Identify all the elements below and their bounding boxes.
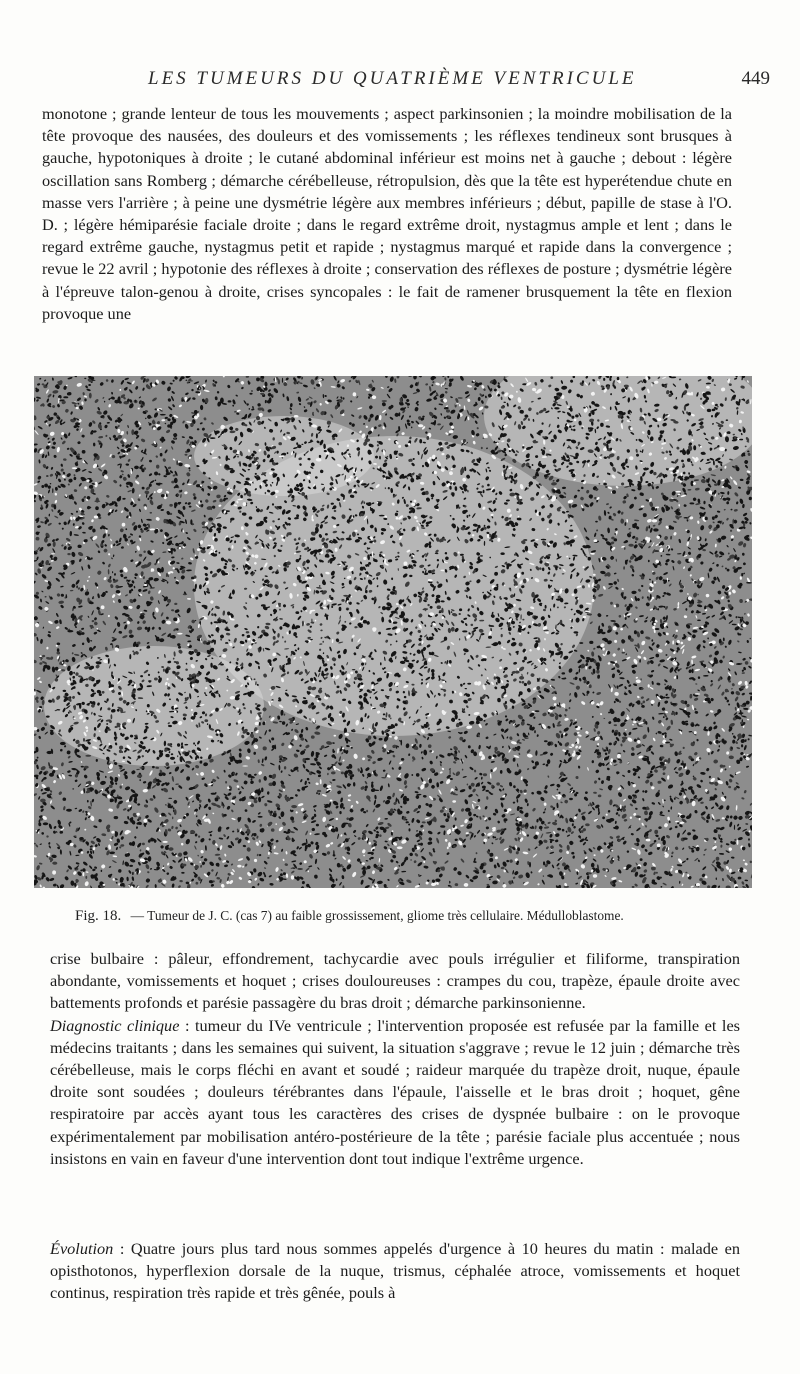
micrograph-figure bbox=[34, 376, 752, 888]
evolution-text: : Quatre jours plus tard nous sommes appelés d'urgence à 10 heures du matin : malade en opisthotonos, hyperflexion dorsale de la nuque, trismus, céphalée atroce, vomissements et hoquet continus, respiration très rapide et très gênée, pouls à bbox=[50, 1239, 740, 1303]
figure-caption-text: — Tumeur de J. C. (cas 7) au faible grossissement, gliome très cellulaire. Médulloblastome. bbox=[130, 908, 624, 923]
paragraph-case-history: monotone ; grande lenteur de tous les mouvements ; aspect parkinsonien ; la moindre mobilisation de la tête provoque des nausées, des douleurs et des vomissements ; les réflexes tendineux sont brusques à gauche, hypotoniques à droite ; le cutané abdominal inférieur est moins net à gauche ; debout : légère oscillation sans Romberg ; démarche cérébelleuse, rétropulsion, dès que la tête est hyperétendue chute en masse vers l'arrière ; à peine une dysmétrie légère aux membres inférieurs ; début, papille de stase à l'O. D. ; légère hémiparésie faciale droite ; dans le regard extrême droit, nystagmus ample et lent ; dans le regard extrême gauche, nystagmus petit et rapide ; nystagmus marqué et rapide dans la convergence ; revue le 22 avril ; hypotonie des réflexes à droite ; conservation des réflexes de posture ; dysmétrie légère à l'épreuve talon-genou à droite, crises syncopales : le fait de ramener brusquement la tête en flexion provoque une bbox=[42, 104, 732, 323]
figure-label: Fig. 18. bbox=[75, 908, 122, 924]
figure-caption bbox=[75, 908, 765, 925]
running-title: LES TUMEURS DU QUATRIÈME VENTRICULE bbox=[148, 68, 637, 89]
diagnosis-text: : tumeur du IVe ventricule ; l'intervention proposée est refusée par la famille et les médecins traitants ; dans les semaines qui suivent, la situation s'aggrave ; revue le 12 juin ; démarche très cérébelleuse, mais le corps fléchi en avant et soudé ; raideur marquée du trapèze droit, nuque, épaule droite sont soudées ; douleurs térébrantes dans l'épaule, l'aisselle et le bras droit ; hoquet, gêne respiratoire par accès ayant tous les caractères des crises de dyspnée bulbaire : on le provoque expérimentalement par mobilisation antéro-postérieure de la tête ; parésie faciale plus accentuée ; nous insistons en vain en faveur d'une intervention dont tout indique l'extrême urgence. bbox=[50, 1015, 741, 1168]
evolution-heading: Évolution bbox=[50, 1239, 114, 1258]
running-head bbox=[40, 68, 770, 94]
paragraph-clinical bbox=[50, 948, 740, 1170]
tumor-micrograph-image bbox=[34, 376, 752, 888]
diagnosis-heading: Diagnostic clinique bbox=[50, 1015, 180, 1035]
page-number: 449 bbox=[741, 68, 770, 89]
paragraph-crisis-text: crise bulbaire : pâleur, effondrement, tachycardie avec pouls irrégulier et filiforme, transpiration abondante, vomissements et hoquet ; crises douloureuses : crampes du cou, trapèze, épaule droite avec battements profonds et parésie passagère du bras droit ; démarche parkinsonienne. bbox=[50, 949, 740, 1013]
paragraph-evolution bbox=[50, 1238, 740, 1305]
